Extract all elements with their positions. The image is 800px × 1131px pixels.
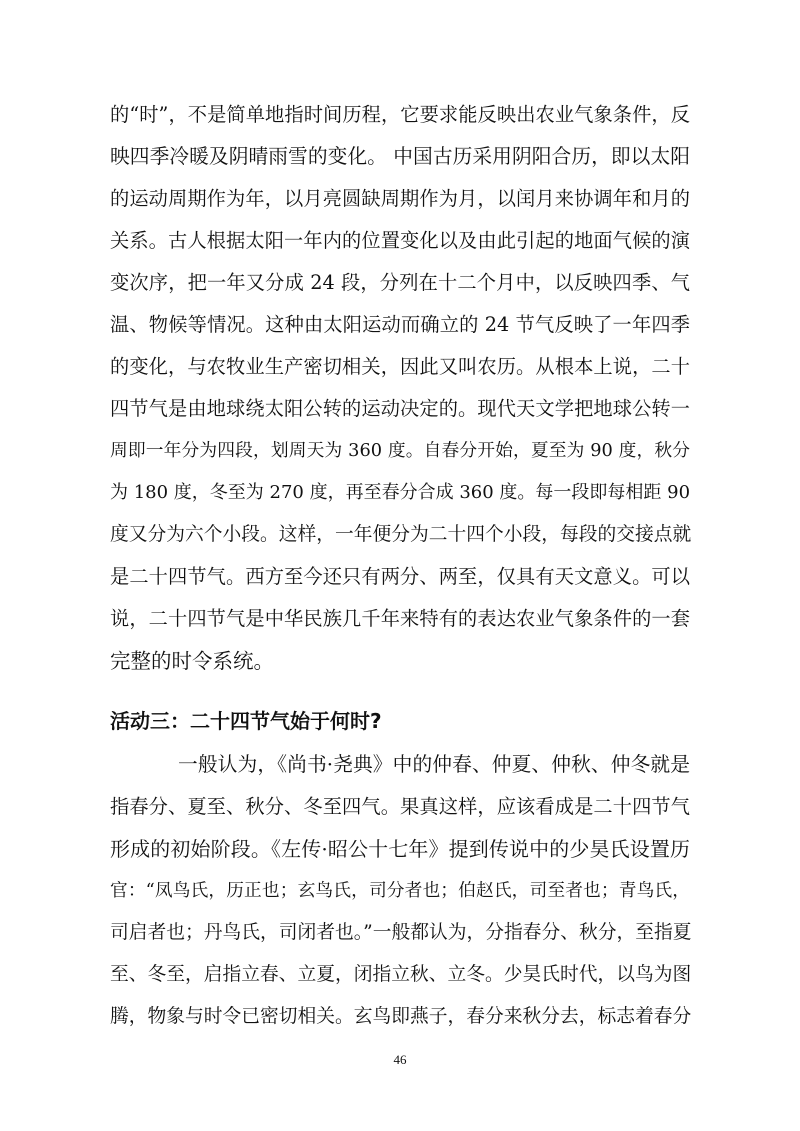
paragraph-2-line-4: 官：“凤鸟氏，历正也；玄鸟氏，司分者也；伯赵氏，司至者也；青鸟氏， <box>110 881 690 901</box>
paragraph-1-line-9: 周即一年分为四段，划周天为 360 度。自春分开始，夏至为 90 度，秋分 <box>110 441 690 461</box>
paragraph-2-line-7: 腾，物象与时令已密切相关。玄鸟即燕子，春分来秋分去，标志着春分 <box>110 1006 692 1027</box>
paragraph-1-line-8: 四节气是由地球绕太阳公转的运动决定的。现代天文学把地球公转一 <box>110 397 690 420</box>
paragraph-1-line-7: 的变化，与农牧业生产密切相关，因此又叫农历。从根本上说，二十 <box>110 355 690 378</box>
paragraph-1-line-12: 是二十四节气。西方至今还只有两分、两至，仅具有天文意义。可以 <box>110 565 690 588</box>
paragraph-1-line-11: 度又分为六个小段。这样，一年便分为二十四个小段，每段的交接点就 <box>110 524 692 545</box>
section-heading: 活动三：二十四节气始于何时? <box>110 709 382 733</box>
paragraph-2-line-6: 至、冬至，启指立春、立夏，闭指立秋、立冬。少昊氏时代，以鸟为图 <box>110 964 692 985</box>
paragraph-1-line-13: 说，二十四节气是中华民族几千年来特有的表达农业气象条件的一套 <box>110 607 690 630</box>
paragraph-1-line-14: 完整的时令系统。 <box>110 649 274 673</box>
paragraph-2-line-1: 一般认为，《尚书·尧典》中的仲春、仲夏、仲秋、仲冬就是 <box>178 753 690 776</box>
paragraph-1-line-1: 的“时”，不是简单地指时间历程，它要求能反映出农业气象条件，反 <box>110 103 690 126</box>
paragraph-2-line-3: 形成的初始阶段。《左传·昭公十七年》提到传说中的少昊氏设置历 <box>110 837 690 861</box>
paragraph-1-line-10: 为 180 度，冬至为 270 度，再至春分合成 360 度。每一段即每相距 90 <box>110 482 691 503</box>
paragraph-1-line-4: 关系。古人根据太阳一年内的位置变化以及由此引起的地面气候的演 <box>110 229 690 252</box>
paragraph-1-line-3: 的运动周期作为年，以月亮圆缺周期作为月，以闰月来协调年和月的 <box>110 187 690 210</box>
paragraph-1-line-5: 变次序，把一年又分成 24 段，分列在十二个月中，以反映四季、气 <box>110 271 690 294</box>
page-number: 46 <box>393 1052 407 1067</box>
paragraph-2-line-5: 司启者也；丹鸟氏，司闭者也。”一般都认为，分指春分、秋分，至指夏 <box>110 922 692 943</box>
paragraph-1-line-2: 映四季冷暖及阴晴雨雪的变化。 中国古历采用阴阳合历，即以太阳 <box>110 145 690 168</box>
paragraph-1-line-6: 温、物候等情况。这种由太阳运动而确立的 24 节气反映了一年四季 <box>110 313 690 336</box>
paragraph-2-line-2: 指春分、夏至、秋分、冬至四气。果真这样，应该看成是二十四节气 <box>110 795 690 818</box>
